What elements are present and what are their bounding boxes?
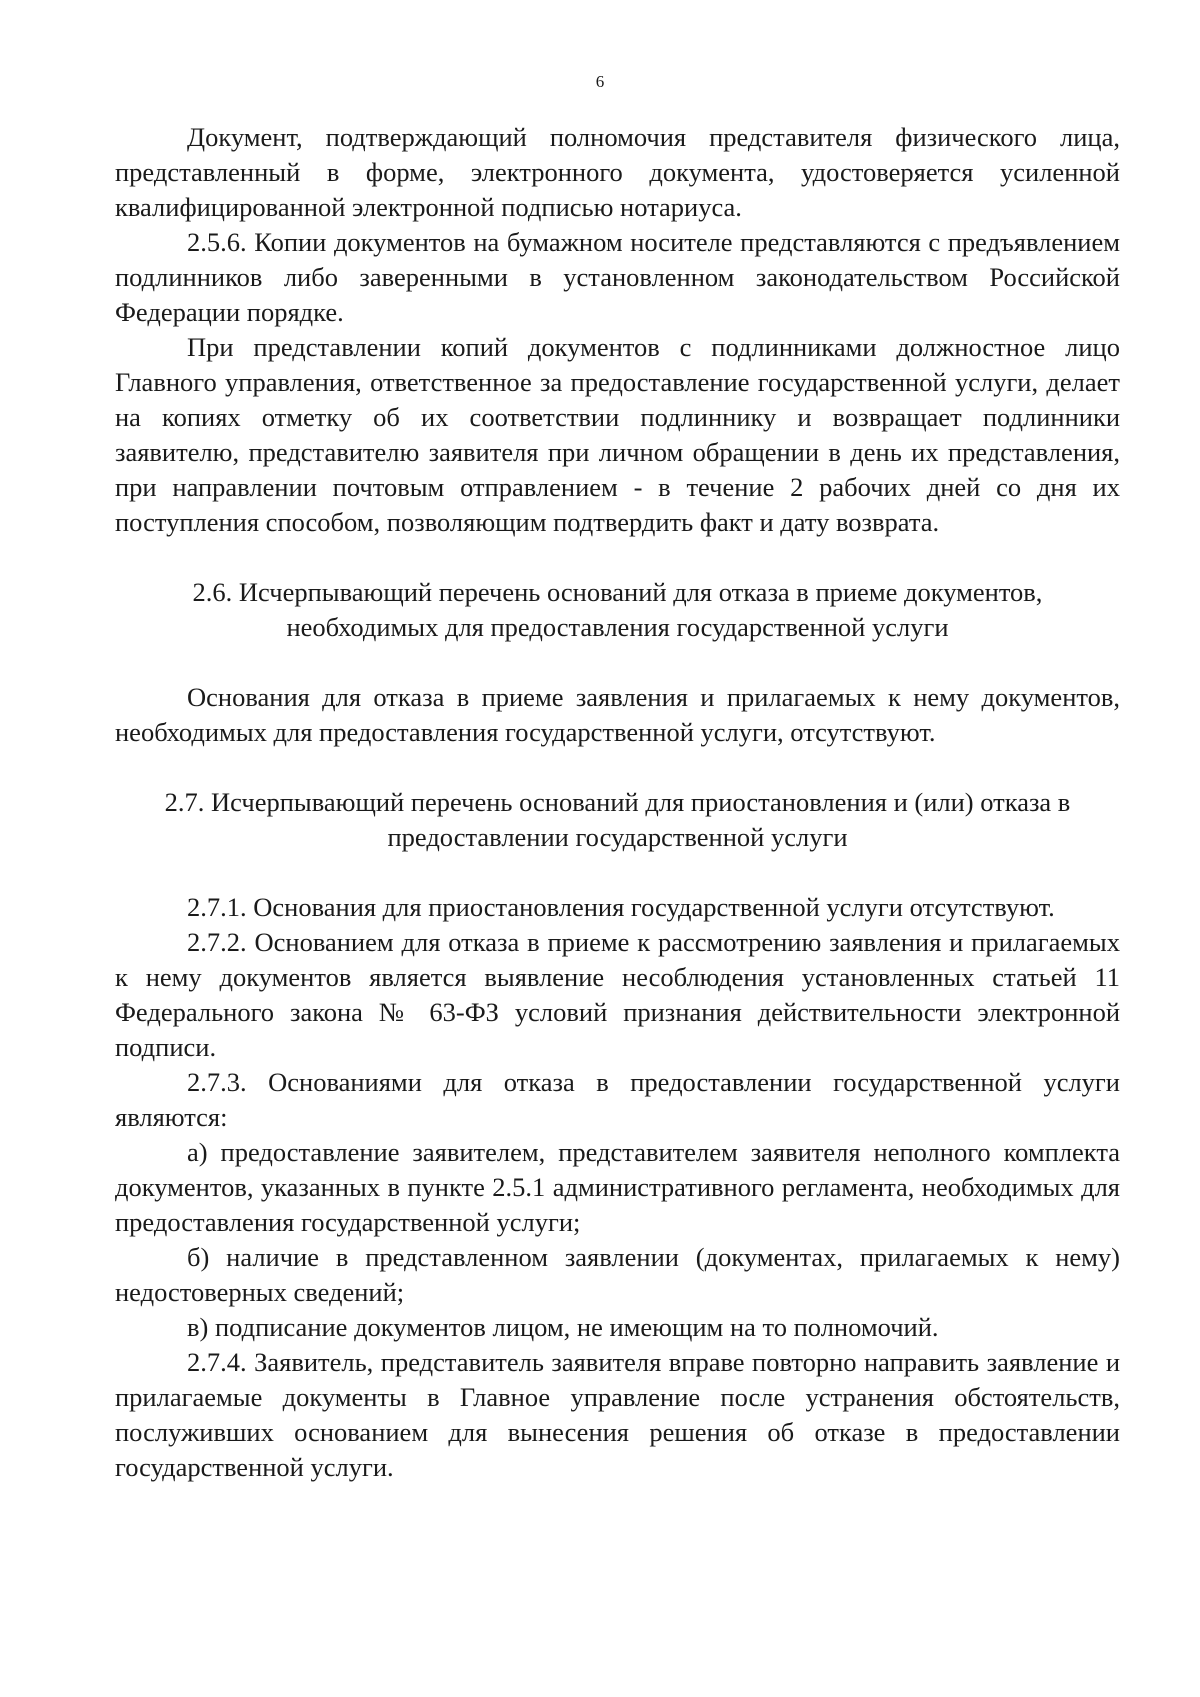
paragraph-2-6-grounds: Основания для отказа в приеме заявления и прилагаемых к нему документов, необходимых для предоставления государственной услуги, отсутствуют.: [115, 682, 1120, 747]
document-body: [115, 120, 1120, 1485]
paragraph-representative-authority: Документ, подтверждающий полномочия представителя физического лица, представленный в форме, электронного документа, удостоверяется усиленной квалифицированной электронной подписью нотариуса.: [115, 122, 1120, 222]
paragraph-copies-verification: При представлении копий документов с подлинниками должностное лицо Главного управления, ответственное за предоставление государственной услуги, делает на копиях отметку об их соответствии подлиннику и возвращает подлинники заявителю, представителю заявителя при личном обращении в день их представления, при направлении почтовым отправлением - в течение 2 рабочих дней со дня их поступления способом, позволяющим подтвердить факт и дату возврата.: [115, 332, 1120, 537]
section-heading-2-6: 2.6. Исчерпывающий перечень оснований для отказа в приеме документов, необходимых для предоставления государственной услуги: [192, 577, 1043, 642]
list-item-b: б) наличие в представленном заявлении (документах, прилагаемых к нему) недостоверных сведений;: [115, 1242, 1120, 1307]
section-heading-2-7: 2.7. Исчерпывающий перечень оснований для приостановления и (или) отказа в предоставлении государственной услуги: [164, 787, 1071, 852]
paragraph-2-7-2: 2.7.2. Основанием для отказа в приеме к рассмотрению заявления и прилагаемых к нему документов является выявление несоблюдения установленных статьей 11 Федерального закона № 63-ФЗ условий признания действительности электронной подписи.: [115, 927, 1120, 1062]
list-item-v: в) подписание документов лицом, не имеющим на то полномочий.: [187, 1312, 939, 1342]
paragraph-2-5-6: 2.5.6. Копии документов на бумажном носителе представляются с предъявлением подлинников либо заверенными в установленном законодательством Российской Федерации порядке.: [115, 227, 1120, 327]
paragraph-2-7-1: 2.7.1. Основания для приостановления государственной услуги отсутствуют.: [187, 892, 1055, 922]
paragraph-2-7-4: 2.7.4. Заявитель, представитель заявителя вправе повторно направить заявление и прилагаемые документы в Главное управление после устранения обстоятельств, послуживших основанием для вынесения решения об отказе в предоставлении государственной услуги.: [115, 1347, 1120, 1482]
page-number: 6: [595, 72, 605, 91]
paragraph-2-7-3: 2.7.3. Основаниями для отказа в предоставлении государственной услуги являются:: [115, 1067, 1120, 1132]
list-item-a: а) предоставление заявителем, представителем заявителя неполного комплекта документов, указанных в пункте 2.5.1 административного регламента, необходимых для предоставления государственной услуги;: [115, 1137, 1120, 1237]
